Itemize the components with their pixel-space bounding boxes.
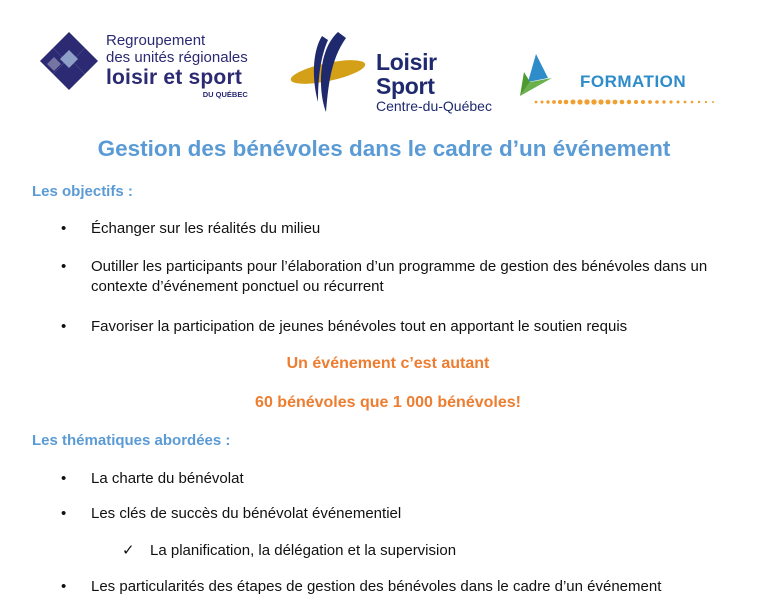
- logo-line-loisir-sport: loisir et sport: [106, 66, 243, 89]
- highlight-line-2: 60 bénévoles que 1 000 bénévoles!: [255, 394, 521, 411]
- logo-line-regroupement: Regroupement: [106, 32, 206, 49]
- objective-text: Outiller les participants pour l’élaboration d’un programme de gestion des bénévoles dans un contexte d’événement ponctuel ou récurrent: [91, 258, 708, 295]
- themes-heading: Les thématiques abordées :: [32, 432, 231, 449]
- bullet-icon: •: [61, 318, 67, 335]
- logo-line-du-quebec: DU QUÉBEC: [202, 90, 248, 99]
- checkmark-icon: ✓: [122, 542, 135, 559]
- highlight-line-1: Un événement c’est autant: [286, 355, 490, 372]
- formation-label: FORMATION: [580, 72, 687, 91]
- objective-text: Favoriser la participation de jeunes bénévoles tout en apportant le soutien requis: [91, 318, 628, 335]
- bullet-icon: •: [61, 220, 67, 237]
- bullet-icon: •: [61, 258, 67, 275]
- theme-text: Les particularités des étapes de gestion des bénévoles dans le cadre d’un événement: [91, 578, 662, 595]
- swirl-emblem-icon: [288, 30, 372, 114]
- logo-line-centre-du-quebec: Centre-du-Québec: [376, 98, 492, 114]
- theme-text: Les clés de succès du bénévolat événementiel: [91, 505, 402, 522]
- subtheme-text: La planification, la délégation et la supervision: [150, 542, 457, 559]
- bullet-icon: •: [61, 578, 67, 595]
- logo-line-loisir-sport-name: Loisir Sport: [376, 49, 437, 99]
- objective-text: Échanger sur les réalités du milieu: [91, 220, 321, 237]
- regroupement-logo: [38, 30, 268, 115]
- page-title: Gestion des bénévoles dans le cadre d’un événement: [97, 136, 671, 161]
- theme-text: La charte du bénévolat: [91, 470, 244, 487]
- formation-logo: [516, 52, 726, 112]
- loisir-sport-centre-du-quebec-logo: [288, 30, 498, 115]
- logo-banner: [0, 0, 768, 125]
- diamond-mosaic-icon: [38, 30, 100, 92]
- bullet-icon: •: [61, 470, 67, 487]
- logo-line-unites: des unités régionales: [106, 49, 248, 66]
- bullet-icon: •: [61, 505, 67, 522]
- objectives-heading: Les objectifs :: [32, 183, 133, 200]
